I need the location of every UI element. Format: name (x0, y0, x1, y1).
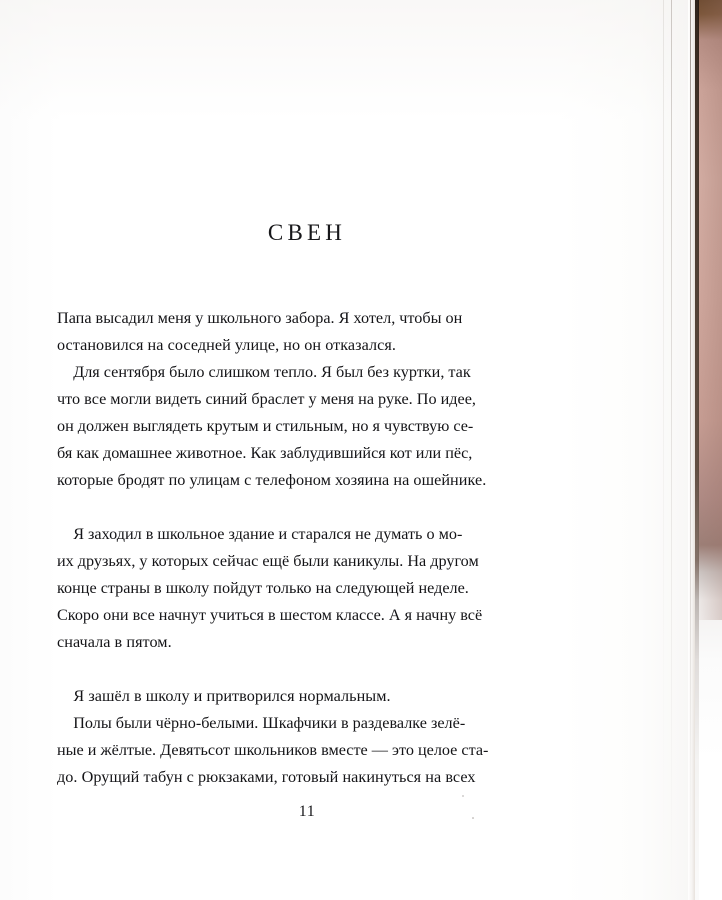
paragraph (57, 305, 557, 359)
text-line: Папа высадил меня у школьного забора. Я хотел, чтобы он (57, 309, 463, 327)
paragraph-spacer (57, 494, 557, 521)
paragraph (57, 521, 557, 656)
dust-speck (462, 795, 464, 797)
text-line: ные и жёлтые. Девятьсот школьников вместе — это целое ста- (57, 741, 489, 759)
page-edge-dark-band (695, 0, 699, 900)
page-edge-faint-line (663, 0, 664, 900)
paragraph (57, 710, 557, 791)
page-number: 11 (298, 803, 316, 820)
body-copy (57, 305, 557, 791)
text-line: что все могли видеть синий браслет у меня на руке. По идее, (57, 390, 476, 408)
paragraph (57, 359, 557, 494)
chapter-title: СВЕН (267, 220, 347, 245)
text-line: до. Орущий табун с рюкзаками, готовый накинуться на всех (57, 768, 476, 786)
text-line: он должен выглядеть крутым и стильным, но я чувствую се- (57, 417, 474, 435)
text-line: их друзьях, у которых сейчас ещё были каникулы. На другом (57, 552, 479, 570)
text-line: сначала в пятом. (57, 633, 172, 651)
text-line: которые бродят по улицам с телефоном хозяина на ошейнике. (57, 471, 487, 489)
paragraph (57, 683, 557, 710)
text-line: бя как домашнее животное. Как заблудившийся кот или пёс, (57, 444, 473, 462)
page-edge-crease-line (690, 0, 691, 900)
page-edge-inner-line (671, 0, 672, 900)
text-line: Для сентября было слишком тепло. Я был без куртки, так (57, 363, 471, 381)
text-line: Полы были чёрно-белыми. Шкафчики в раздевалке зелё- (57, 714, 466, 732)
text-line: Я заходил в школьное здание и старался не думать о мо- (57, 525, 463, 543)
background-surface (698, 0, 722, 900)
text-line: Я зашёл в школу и притворился нормальным. (57, 687, 391, 705)
paragraph-spacer (57, 656, 557, 683)
paper-top-shading (0, 0, 690, 120)
text-line: остановился на соседней улице, но он отказался. (57, 336, 396, 354)
text-line: конце страны в школу пойдут только на следующей неделе. (57, 579, 469, 597)
text-line: Скоро они все начнут учиться в шестом классе. А я начну всё (57, 606, 483, 624)
